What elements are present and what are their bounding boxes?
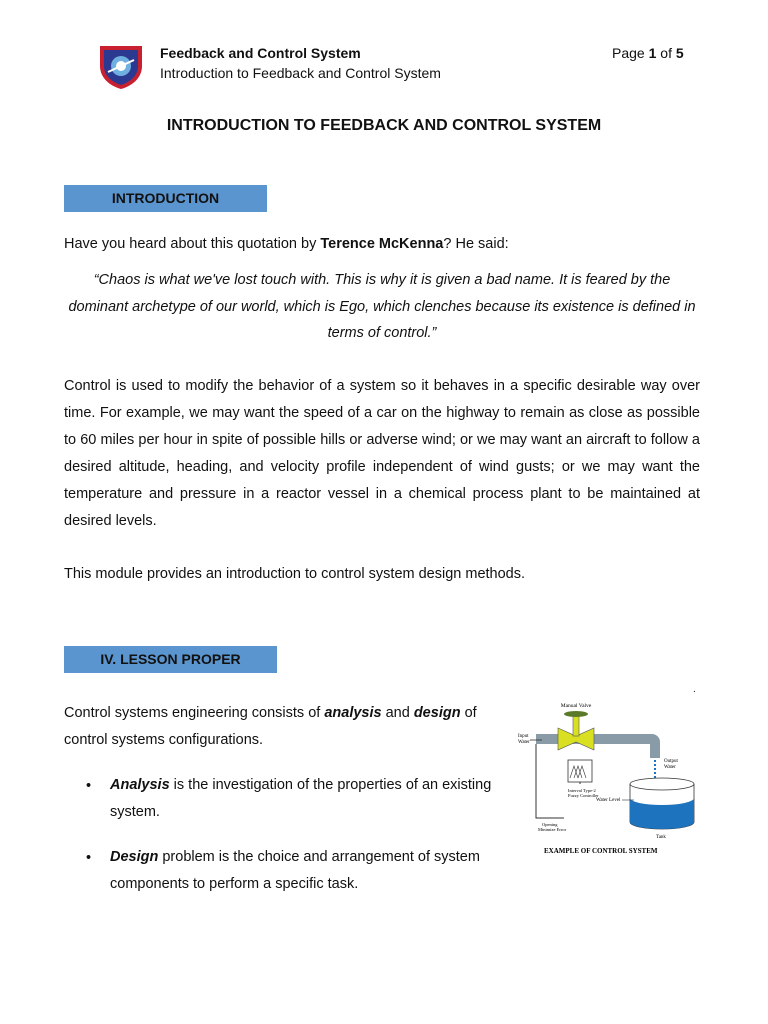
header-subtitle: Introduction to Feedback and Control System (160, 65, 441, 81)
label-input-water-2: Water (518, 740, 530, 745)
label-manual-valve: Manual Valve (560, 703, 592, 709)
intro-text-b: ? He said: (443, 236, 509, 252)
label-controller-2: Fuzzy Controller (568, 793, 599, 798)
term-design: design (413, 705, 461, 721)
bullet-analysis (110, 772, 510, 826)
lesson-text-and: and (381, 705, 414, 721)
bullet-design (110, 844, 510, 898)
label-output-water-1: Output (664, 759, 678, 764)
pipe-elbow (648, 734, 660, 758)
bullet-dot: • (86, 850, 92, 866)
label-input-water-1: Input (518, 734, 529, 739)
page-total: 5 (675, 45, 684, 61)
section-heading-introduction: INTRODUCTION (64, 185, 267, 212)
bullet-analysis-text: is the investigation of the properties of an existing system. (110, 777, 492, 820)
section-heading-lesson-proper: IV. LESSON PROPER (64, 646, 277, 673)
page-prefix: Page (612, 45, 649, 61)
page-of: of (656, 45, 676, 61)
paragraph-module: This module provides an introduction to control system design methods. (64, 566, 526, 582)
feedback-line (536, 744, 564, 818)
document-title: INTRODUCTION TO FEEDBACK AND CONTROL SYSTEM (166, 117, 602, 134)
quotation: “Chaos is what we've lost touch with. This is why it is given a bad name. It is feared by the dominant archetype of our world, which is Ego, which clenches because its existence is defined in terms of control.” (68, 272, 696, 341)
valve-handwheel (564, 711, 588, 717)
fuzzy-controller-box (568, 760, 592, 782)
term-analysis: analysis (324, 705, 382, 721)
label-opening-1: Opening (542, 822, 558, 827)
label-tank: Tank (656, 835, 666, 840)
header-title: Feedback and Control System (160, 45, 361, 61)
lesson-text-a: Control systems engineering consists of (64, 705, 325, 721)
bullet-design-term: Design (110, 849, 159, 865)
label-controller-1: Interval Type-2 (568, 788, 596, 793)
intro-line (64, 231, 700, 258)
stray-mark: . (693, 684, 696, 695)
page-indicator (612, 45, 684, 61)
paragraph-control: Control is used to modify the behavior of a system so it behaves in a specific desirable way over time. For example, we may want the speed of a car on the highway to remain as close as possible to 60 miles per hour in spite of possible hills or adverse wind; or we may want an aircraft to follow a desired altitude, heading, and velocity profile independent of wind gusts; or we may want the temperature and pressure in a reactor vessel in a chemical process plant to be maintained at desired levels. (64, 378, 700, 529)
intro-text-a: Have you heard about this quotation by (64, 236, 321, 252)
bullet-design-text: problem is the choice and arrangement of system components to perform a specific task. (110, 849, 480, 892)
bullet-dot: • (86, 778, 92, 794)
label-water-level: Water Level (596, 798, 621, 803)
bullet-analysis-term: Analysis (110, 777, 170, 793)
lesson-paragraph (64, 700, 504, 754)
university-logo (96, 42, 146, 90)
figure-caption: EXAMPLE OF CONTROL SYSTEM (544, 847, 658, 855)
control-system-figure (512, 700, 698, 866)
quoted-author: Terence McKenna (320, 236, 444, 252)
lesson-text-b: of control systems configurations. (64, 705, 477, 748)
label-output-water-2: Water (664, 765, 676, 770)
page-current: 1 (648, 45, 657, 61)
label-opening-2: Minimize Error (538, 827, 567, 832)
